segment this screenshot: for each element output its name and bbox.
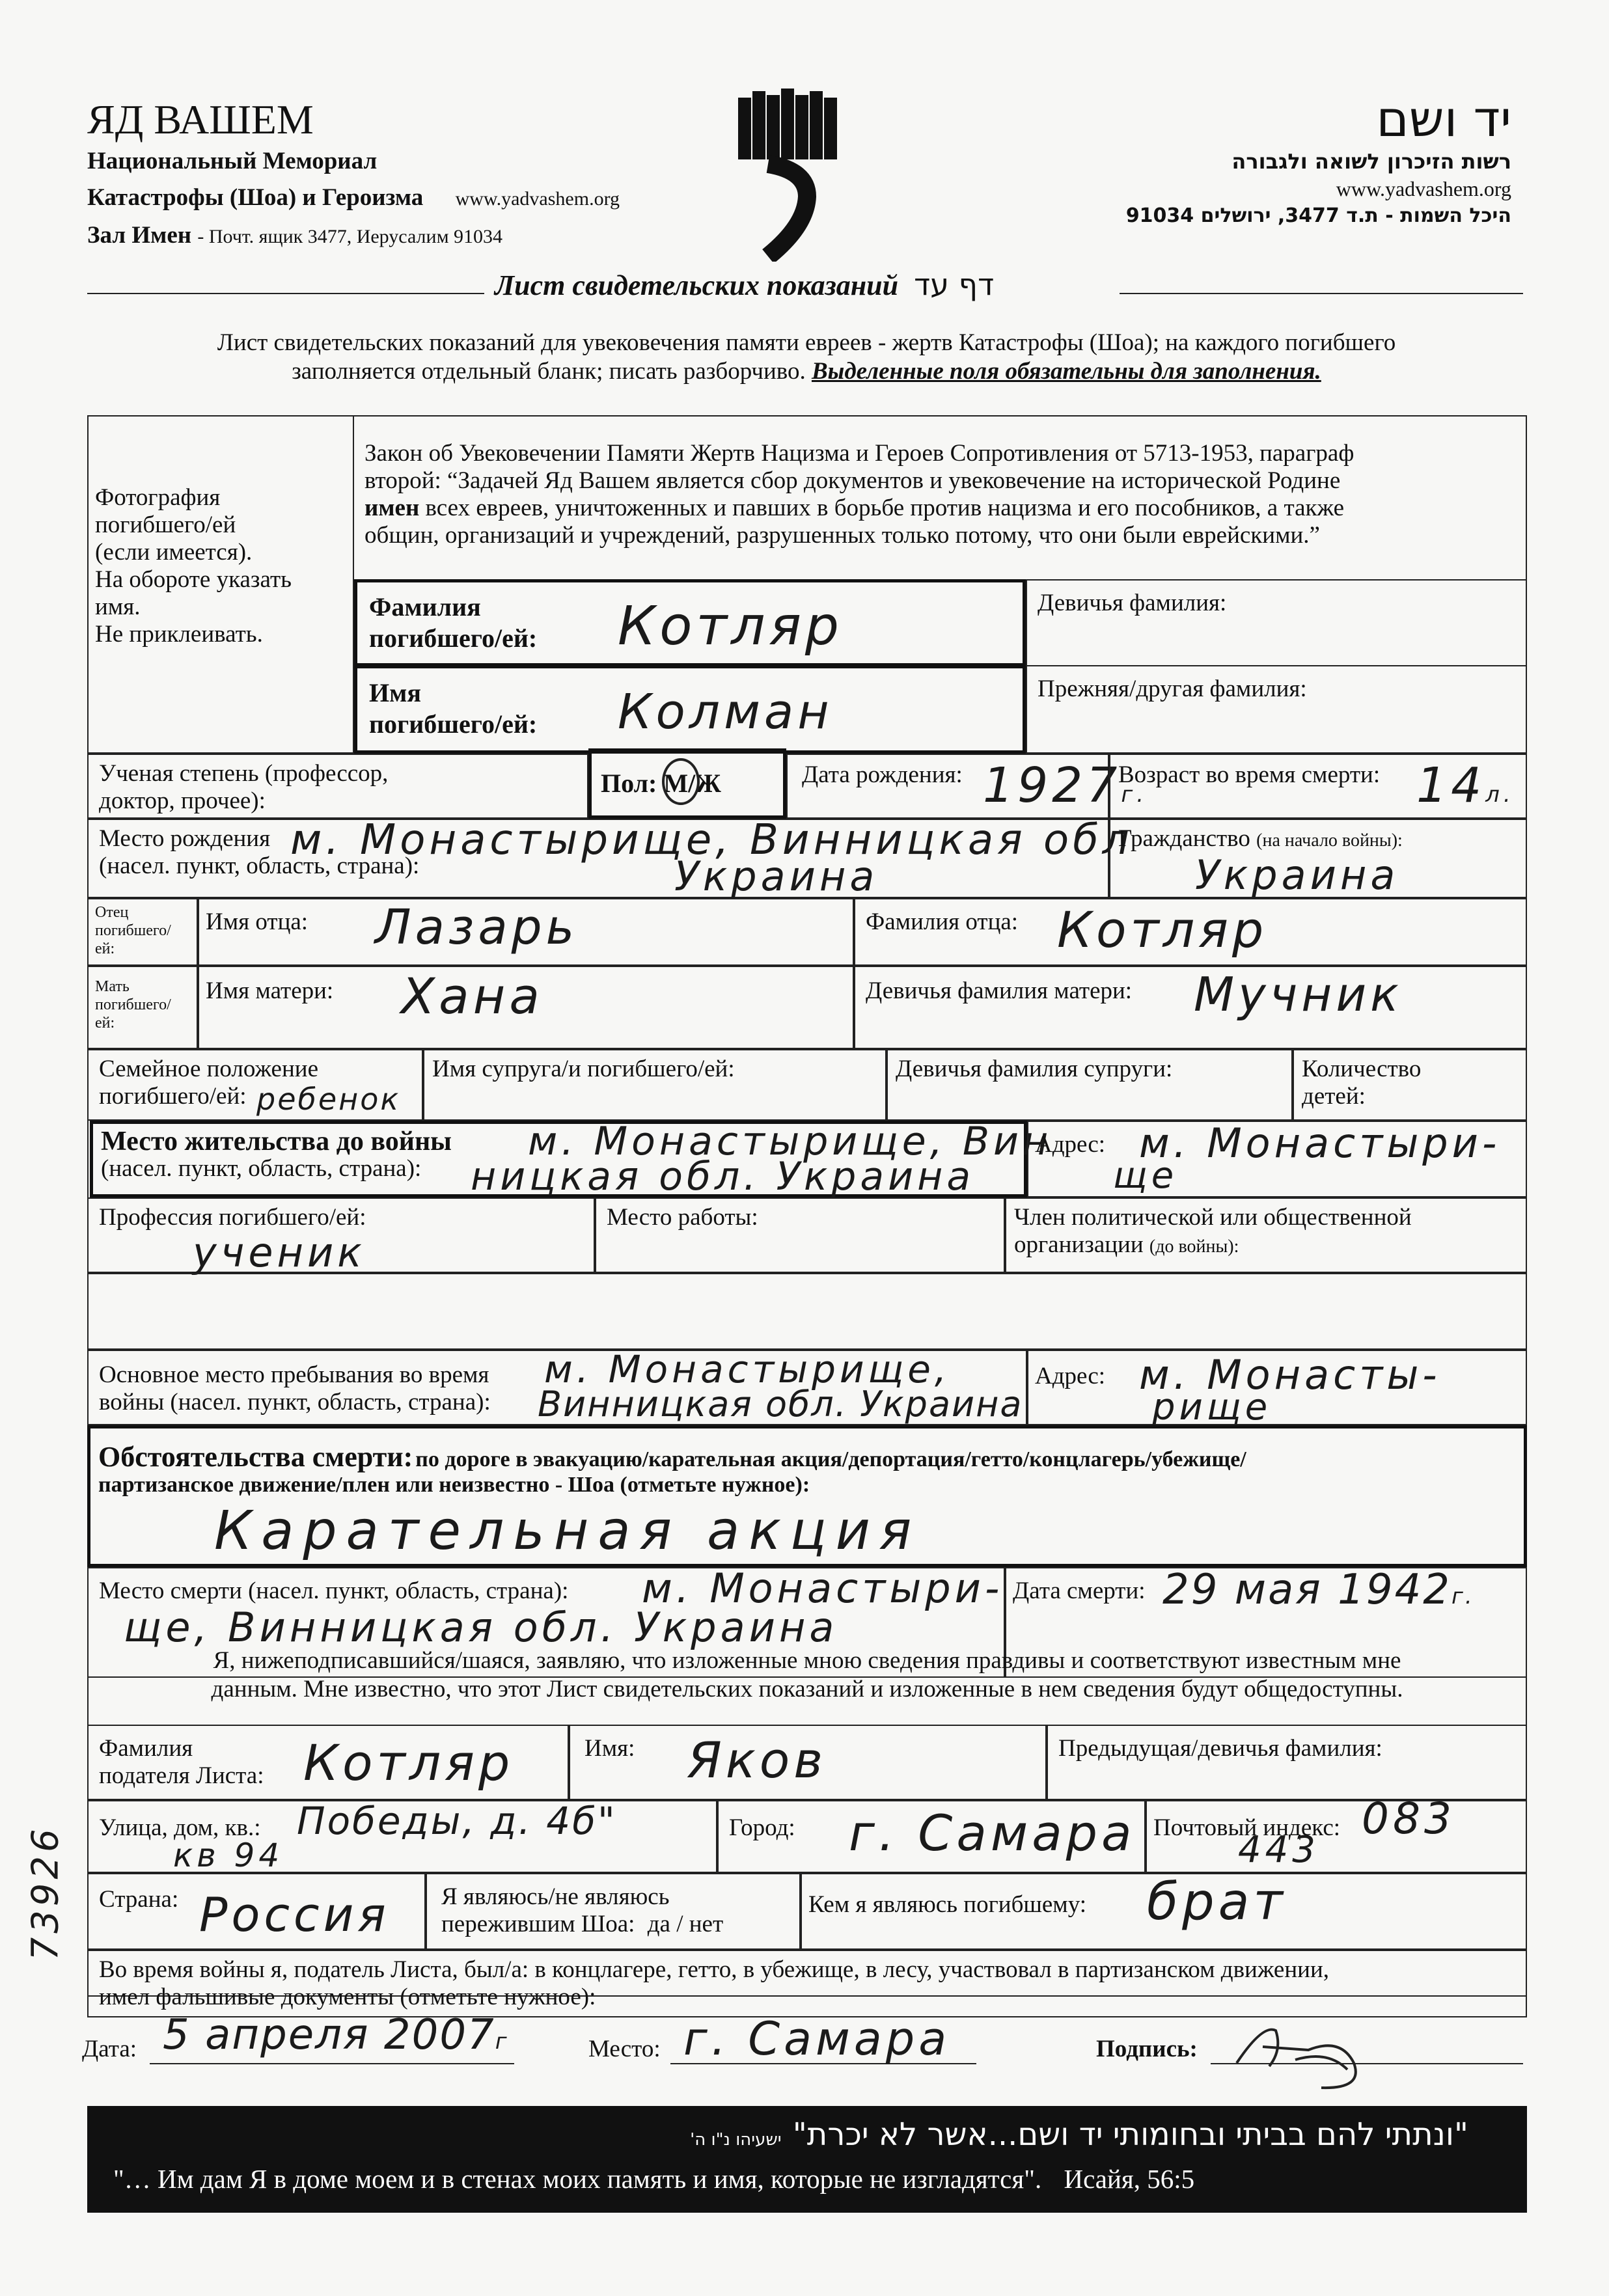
residence-value-line1: м. Монастырище, Вин [528, 1119, 1052, 1164]
dob-label: Дата рождения: [802, 761, 963, 788]
declaration-line: данным. Мне известно, что этот Лист свидетельских показаний и изложенные в нем сведения будут общедоступны. [211, 1676, 1403, 1702]
law-text-line: второй: “Задачей Яд Вашем является сбор документов и увековечение на исторической Родине [364, 467, 1341, 494]
footer-date-value[interactable] [163, 2011, 508, 2059]
label-line: Место рождения [99, 825, 271, 852]
victim-surname-label [369, 592, 537, 654]
residence-address-field[interactable] [1027, 1121, 1527, 1197]
workplace-label: Место работы: [607, 1204, 758, 1231]
residence-field[interactable] [90, 1119, 1052, 1199]
age-number: 14 [1416, 758, 1486, 813]
tag-line: Мать [95, 978, 130, 995]
form-title-row [495, 267, 1113, 302]
death-circ-value: Карательная акция [214, 1500, 921, 1562]
citizenship-value: Украина [1195, 851, 1399, 899]
mother-maiden-field[interactable] [854, 966, 1527, 1049]
label-line: Фамилия [99, 1735, 193, 1762]
tag-line: погибшего/ [95, 996, 171, 1013]
org-name-he: יד ושם [1376, 90, 1511, 148]
marital-field[interactable] [87, 1049, 423, 1121]
footer-date-label: Дата: [82, 2036, 137, 2062]
org-line2-row [87, 180, 738, 217]
age-suffix: л. [1485, 782, 1515, 808]
degree-label [99, 760, 388, 815]
submitter-city-field[interactable] [717, 1800, 1146, 1873]
header-right [1004, 91, 1511, 230]
submitter-country-value: Россия [199, 1887, 390, 1942]
photo-note [95, 484, 292, 648]
law-text-line: Закон об Увековечении Памяти Жертв Нацизма и Героев Сопротивления от 5713-1953, параграф [364, 440, 1355, 467]
law-text-line: общин, организаций и учреждений, разрушенных только потому, что они были еврейскими.” [364, 522, 1320, 549]
blank-row [87, 1273, 1527, 1350]
survivor-label-2: пережившим Шоа: [441, 1911, 635, 1937]
spouse-name-field[interactable] [423, 1049, 887, 1121]
label-line: погибшего/ей: [369, 623, 538, 653]
wartime-address-field[interactable] [1027, 1350, 1527, 1428]
header-left [87, 96, 738, 255]
wartime-place-field[interactable] [87, 1347, 1027, 1425]
instructions [87, 329, 1526, 386]
death-circ-options-1: по дороге в эвакуацию/карательная акция/депортация/гетто/концлагерь/убежище/ [415, 1447, 1246, 1471]
membership-field[interactable] [1005, 1197, 1527, 1273]
title-rule-right [1120, 293, 1523, 294]
margin-archive-number: 73926 [24, 1825, 67, 1961]
tag-line: погибшего/ [95, 922, 171, 939]
mother-name-label: Имя матери: [206, 977, 334, 1004]
photo-note-line: (если имеется). [95, 539, 253, 566]
sex-circle-mark [662, 758, 700, 805]
residence-address-line2: ще [1113, 1155, 1178, 1197]
wartime-address-line1: м. Монасты- [1139, 1351, 1441, 1399]
father-surname-value: Котляр [1057, 901, 1268, 959]
spouse-maiden-label: Девичья фамилия супруги: [896, 1056, 1173, 1082]
submitter-prev-surname-field[interactable] [1047, 1725, 1527, 1800]
victim-surname-field[interactable] [354, 579, 1026, 666]
label-line: Фамилия [369, 592, 481, 622]
citizenship-note: (на начало войны): [1256, 830, 1403, 851]
profession-label: Профессия погибшего/ей: [99, 1204, 366, 1231]
footer-place-label: Место: [588, 2036, 661, 2062]
mother-maiden-value: Мучник [1194, 967, 1403, 1022]
instructions-line1: Лист свидетельских показаний для увековечения памяти евреев - жертв Катастрофы (Шоа); на каждого погибшего [217, 329, 1396, 356]
title-rule-left [87, 293, 484, 294]
banner-hebrew-source: ישעיהו נ"ו ה' [690, 2130, 782, 2150]
relation-label: Кем я являюсь погибшему: [808, 1891, 1087, 1918]
label-line: доктор, прочее): [99, 787, 266, 814]
label-line: Имя [369, 678, 421, 707]
banner-russian-row [113, 2163, 1194, 2194]
label-line: подателя Листа: [99, 1762, 264, 1789]
submitter-surname-field[interactable] [87, 1725, 569, 1800]
web-right: www.yadvashem.org [1336, 177, 1511, 200]
law-text-names: имен [364, 495, 420, 521]
photo-box[interactable] [87, 415, 354, 754]
membership-label [1014, 1204, 1412, 1259]
form-title-he: דף עד [914, 267, 995, 302]
profession-field[interactable] [87, 1197, 595, 1276]
citizenship-label-row [1118, 825, 1403, 853]
footer-date-line [150, 2063, 514, 2064]
banner-hebrew-quote: "ונתתי להם בביתי ובחומותי יד ושם...אשר לא יכרת" [792, 2116, 1468, 2153]
survivor-status-label [441, 1883, 723, 1938]
instructions-line2: заполняется отдельный бланк; писать разборчиво. [292, 358, 806, 385]
banner-russian-quote: "… Им дам Я в доме моем и в стенах моих память и имя, которые не изгладятся". [113, 2164, 1042, 2194]
children-field[interactable] [1293, 1049, 1527, 1121]
submitter-zip-line1: 083 [1362, 1794, 1455, 1844]
death-circ-label: Обстоятельства смерти: [98, 1441, 413, 1473]
residence-label-bold: Место жительства до войны [101, 1127, 452, 1156]
residence-address-line1: м. Монастыри- [1139, 1119, 1501, 1167]
footer-date-suffix: г [495, 2029, 508, 2055]
postal-address-he: היכל השמות - ת.ד 3477, ירושלים 91034 [1125, 204, 1511, 227]
form-title-ru: Лист свидетельских показаний [495, 269, 899, 301]
photo-note-line: имя. [95, 594, 141, 620]
father-name-value: Лазарь [375, 899, 579, 955]
sex-label: Пол: [601, 769, 657, 798]
marital-value: ребенок [256, 1082, 401, 1117]
web-left: www.yadvashem.org [455, 188, 620, 210]
label-line: Ученая степень (профессор, [99, 760, 389, 787]
label-line [1014, 1231, 1412, 1259]
wartime-address-line2: рище [1152, 1386, 1272, 1428]
submitter-city-label: Город: [729, 1814, 795, 1841]
submitter-zip-line2: 443 [1238, 1829, 1319, 1871]
membership-label-org: организации [1014, 1231, 1144, 1258]
father-tag-text [95, 903, 171, 958]
declaration [87, 1647, 1527, 1725]
workplace-field[interactable] [595, 1197, 1005, 1273]
law-text-rest: всех евреев, уничтоженных и павших в борьбе против нацизма и его пособников, а также [419, 495, 1344, 521]
footer-place-value[interactable]: г. Самара [683, 2012, 951, 2066]
residence-label [101, 1128, 452, 1182]
citizenship-field[interactable] [1109, 819, 1527, 898]
victim-surname-value: Котляр [618, 595, 843, 657]
death-place-label: Место смерти (насел. пункт, область, страна): [99, 1578, 569, 1604]
residence-label-sub: (насел. пункт, область, страна): [101, 1155, 422, 1182]
father-name-label: Имя отца: [206, 909, 309, 935]
survivor-options[interactable]: да / нет [647, 1911, 724, 1937]
instructions-emphasis: Выделенные поля обязательны для заполнения. [811, 358, 1321, 385]
mother-name-value: Хана [401, 967, 543, 1025]
signature-mark[interactable] [1224, 2011, 1406, 2096]
residence-address-label: Адрес: [1035, 1131, 1106, 1158]
signature-label: Подпись: [1096, 2036, 1198, 2062]
profession-value: ученик [193, 1229, 366, 1276]
tag-line: ей: [95, 1015, 115, 1032]
war-activity-field[interactable] [87, 1950, 1527, 2017]
law-text-line [364, 495, 1523, 522]
wartime-place-line1: м. Монастырище, [544, 1347, 951, 1391]
relation-field[interactable] [801, 1873, 1527, 1950]
victim-prev-surname-field[interactable] [1026, 665, 1527, 754]
sex-field[interactable] [588, 748, 786, 819]
father-surname-field[interactable] [854, 898, 1527, 966]
submitter-street-field[interactable] [87, 1800, 717, 1873]
tag-line: Отец [95, 904, 129, 921]
submitter-name-value: Яков [687, 1731, 827, 1789]
war-activity-line: имел фальшивые документы (отметьте нужное): [99, 1984, 596, 2010]
org-line3-row [87, 217, 738, 255]
label-line [441, 1911, 723, 1938]
logo-menorah-icon [729, 86, 846, 262]
submitter-zip-label: Почтовый индекс: [1153, 1814, 1341, 1841]
children-label [1302, 1056, 1421, 1110]
photo-note-line: На обороте указать [95, 566, 292, 593]
org-line1-he: רשות הזיכרון לשואה ולגבורה [1231, 149, 1511, 174]
tag-line: ей: [95, 940, 115, 957]
banner-hebrew-row [690, 2116, 1468, 2153]
age-field[interactable] [1109, 754, 1527, 819]
citizenship-label: Гражданство [1118, 825, 1250, 852]
hall-of-names-label: Зал Имен [87, 222, 192, 249]
spouse-maiden-field[interactable] [887, 1049, 1293, 1121]
mother-maiden-label: Девичья фамилия матери: [866, 977, 1133, 1004]
submitter-country-label: Страна: [99, 1886, 179, 1913]
submitter-country-field[interactable] [87, 1873, 426, 1950]
declaration-line: Я, нижеподписавшийся/шаяся, заявляю, что изложенные мною сведения правдивы и соответствуют известным мне [213, 1647, 1401, 1674]
submitter-prev-surname-label: Предыдущая/девичья фамилия: [1058, 1735, 1382, 1762]
dob-year: 1927 [983, 758, 1121, 813]
father-name-field[interactable] [198, 898, 854, 966]
victim-prev-surname-label: Прежняя/другая фамилия: [1038, 676, 1307, 702]
mother-tag [87, 966, 198, 1049]
wartime-place-label [99, 1361, 491, 1416]
label-line: погибшего/ей: [99, 1083, 247, 1110]
dob-suffix: г. [1121, 782, 1148, 808]
sex-options: М/Ж [663, 769, 721, 798]
death-place-line2: ще, Винницкая обл. Украина [124, 1604, 838, 1651]
death-date-text: 29 мая 1942 [1162, 1566, 1451, 1614]
photo-note-line: Фотография [95, 484, 221, 511]
quote-banner [87, 2106, 1527, 2213]
label-line: детей: [1302, 1083, 1366, 1110]
death-circ-line1 [98, 1440, 1246, 1473]
mother-tag-text [95, 977, 171, 1032]
death-circumstances-field[interactable] [87, 1425, 1527, 1567]
birthplace-value-line2: Украина [674, 853, 879, 900]
victim-firstname-field[interactable] [354, 665, 1026, 754]
victim-maiden-label: Девичья фамилия: [1038, 590, 1227, 616]
age-value [1416, 758, 1515, 813]
submitter-street-line2: кв 94 [173, 1837, 284, 1874]
label-line: (насел. пункт, область, страна): [99, 853, 420, 879]
postal-address-ru: - Почт. ящик 3477, Иерусалим 91034 [197, 226, 503, 247]
father-surname-label: Фамилия отца: [866, 909, 1019, 935]
birthplace-field[interactable] [87, 816, 1133, 900]
label-line: Я являюсь/не являюсь [441, 1883, 670, 1910]
death-circ-options-2: партизанское движение/плен или неизвестно - Шоа (отметьте нужное): [98, 1473, 810, 1497]
victim-firstname-label [369, 677, 537, 740]
law-text [364, 440, 1523, 549]
dob-field[interactable] [786, 754, 1148, 819]
submitter-surname-value: Котляр [303, 1734, 514, 1792]
sex-row [601, 770, 721, 797]
photo-note-line: Не приклеивать. [95, 621, 263, 648]
org-line1-ru: Национальный Мемориал [87, 148, 378, 174]
death-date-suffix: г. [1451, 1583, 1474, 1609]
label-line: Количество [1302, 1056, 1422, 1082]
banner-russian-source: Исайя, 56:5 [1064, 2164, 1195, 2194]
submitter-street-label: Улица, дом, кв.: [99, 1814, 261, 1841]
death-date-value [1162, 1566, 1474, 1614]
label-line: Семейное положение [99, 1056, 318, 1082]
degree-field[interactable] [87, 754, 588, 819]
label-line: войны (насел. пункт, область, страна): [99, 1389, 491, 1415]
submitter-street-line1: Победы, д. 4б" [297, 1799, 617, 1843]
submitter-city-value: г. Самара [849, 1804, 1136, 1862]
age-label: Возраст во время смерти: [1118, 761, 1381, 788]
survivor-status-field[interactable] [426, 1873, 801, 1950]
mother-name-field[interactable] [198, 966, 854, 1049]
signature-scribble-icon [1224, 2011, 1406, 2096]
war-activity-line: Во время войны я, податель Листа, был/а: в концлагере, гетто, в убежище, в лесу, участвовал в партизанском движении, [99, 1956, 1329, 1983]
relation-value: брат [1147, 1873, 1287, 1932]
submitter-name-label: Имя: [584, 1735, 635, 1762]
yad-vashem-logo [729, 86, 846, 262]
birthplace-value-line1: м. Монастырище, Винницкая обл [290, 816, 1133, 864]
wartime-place-line2: Винницкая обл. Украина [538, 1384, 1023, 1425]
photo-note-line: погибшего/ей [95, 512, 236, 538]
residence-value-line2: ницкая обл. Украина [471, 1154, 975, 1199]
label-line: Член политической или общественной [1014, 1204, 1412, 1231]
death-place-line1: м. Монастыри- [642, 1565, 1004, 1612]
org-line2-ru: Катастрофы (Шоа) и Героизма [87, 184, 424, 211]
father-tag [87, 898, 198, 966]
submitter-zip-field[interactable] [1146, 1794, 1527, 1873]
label-line: погибшего/ей: [369, 709, 538, 739]
submitter-surname-label [99, 1735, 264, 1790]
spouse-name-label: Имя супруга/и погибшего/ей: [432, 1056, 735, 1082]
death-date-label: Дата смерти: [1013, 1578, 1146, 1604]
membership-note: (до войны): [1149, 1237, 1239, 1257]
victim-firstname-value: Колман [618, 684, 833, 740]
label-line: Основное место пребывания во время [99, 1361, 489, 1388]
victim-maiden-field[interactable] [1026, 579, 1527, 666]
org-name-ru: ЯД ВАШЕМ [87, 96, 314, 143]
wartime-address-label: Адрес: [1035, 1363, 1106, 1389]
footer-date-text: 5 апреля 2007 [163, 2011, 495, 2059]
submitter-name-field[interactable] [569, 1725, 1047, 1800]
war-activity-label [99, 1956, 1329, 2011]
instructions-line2-row [87, 357, 1526, 386]
